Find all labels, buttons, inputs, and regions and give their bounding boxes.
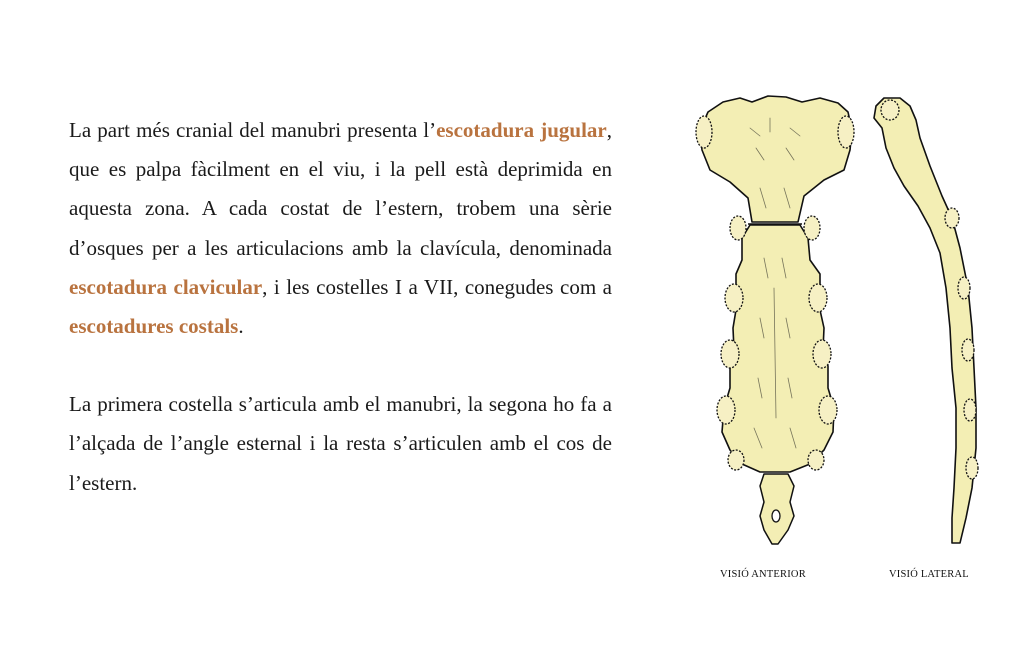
costal-notch [728,450,744,470]
sternum-lateral-outline [874,98,976,543]
xiphoid-process [760,474,794,544]
costal-notch [819,396,837,424]
caption-lateral-view: VISIÓ LATERAL [889,569,969,580]
term-escotadura-jugular: escotadura jugular [436,118,607,142]
costal-notch [725,284,743,312]
term-escotadures-costals: escotadures costals [69,314,239,339]
costal-notch [838,116,854,148]
lateral-facet [964,399,976,421]
costal-notch [809,284,827,312]
costal-notch [804,216,820,240]
para1-seg-4: , i les costelles I a VII, conegudes com a [262,274,612,299]
xiphoid-foramen [772,510,780,522]
para1-seg-0: La part més cranial del manubri presenta l’ [69,118,437,142]
paragraph-1 [69,111,612,346]
costal-notch [813,340,831,368]
sternum-illustration [690,88,1000,558]
sternum-lateral-view [874,98,978,543]
costal-notch [717,396,735,424]
costal-notch [808,450,824,470]
lateral-facet [945,208,959,228]
text-column [69,111,612,503]
lateral-facet [966,457,978,479]
costal-notch [721,340,739,368]
sternum-svg [690,88,1000,558]
para1-seg-2: , que es palpa fàcilment en el viu, i la pell està deprimida en aquesta zona. A cada costat de l’estern, trobem una sèrie d’osques per a les articulacions amb la clavícula, denominada [69,118,612,260]
lateral-facet [881,100,899,120]
costal-notch [730,216,746,240]
lateral-facet [962,339,974,361]
paragraph-2 [69,385,612,503]
sternum-anterior-view [696,96,854,544]
caption-anterior-view: VISIÓ ANTERIOR [720,569,806,580]
para2-seg-0: La primera costella s’articula amb el manubri, la segona ho fa a l’alçada de l’angle esternal i la resta s’articulen amb el cos de l’estern. [69,392,612,495]
para1-seg-6: . [238,314,244,339]
costal-notch [696,116,712,148]
lateral-facet [958,277,970,299]
manubrium [700,96,852,222]
term-escotadura-clavicular: escotadura clavicular [69,274,263,299]
